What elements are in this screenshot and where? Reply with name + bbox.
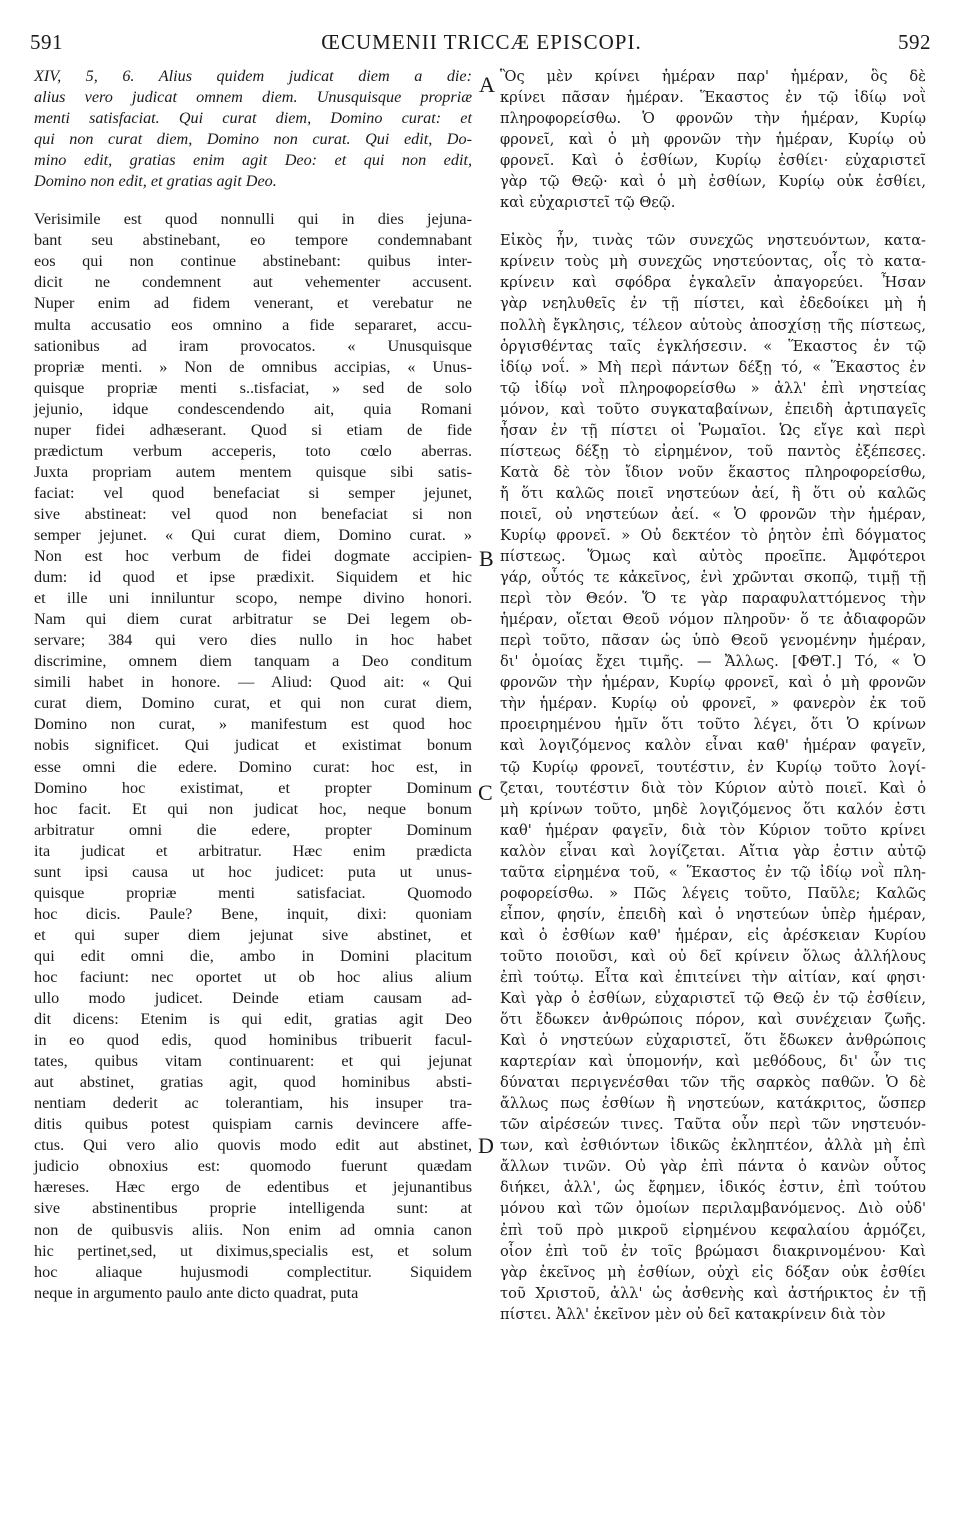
text-line: φρονεῖ, καὶ ὁ μὴ φρονῶν τὴν ἡμέραν, Κυρίῳ οὐ — [500, 131, 926, 149]
text-line: καλὸν εἶναι καὶ λογίζεται. Αἴτια γὰρ ἐστιν αὐτῷ — [500, 842, 926, 860]
text-line: πίστει. Ἀλλ' ἐκεῖνον μὲν οὐ δεῖ κατακρίνειν διὰ τὸν — [500, 1305, 886, 1323]
text-line: prædictum verbum acceperis, toto cœlo aberras. — [34, 441, 472, 460]
text-line: discrimine, omnem diem tanquam a Deo conditum — [34, 652, 472, 671]
text-line: esse omni die edere. Domino curat: hoc est, in — [34, 757, 472, 776]
text-line: Κατὰ δὲ τὸν ἴδιον νοῦν ἕκαστος πληροφορείσθω, — [500, 463, 926, 481]
text-line: κρίνειν καὶ σφόδρα ἐγκαλεῖν ἀπαγορεύει. Ἦσαν — [500, 274, 926, 292]
text-line: πολλὴ ἔγκλησις, τέλεον αὐτοὺς ἀποσχίσῃ τῆς πίστεως, — [500, 316, 926, 334]
margin-marker-a: A — [479, 72, 495, 97]
text-line: qui edit omni die, ambo in Domini placitum — [34, 946, 472, 965]
text-line: μὴ κρίνων τοῦτο, μηδὲ λογιζόμενος ὅτι καλόν ἐστι — [500, 800, 926, 818]
text-line: et ille uni inniluntur scopo, nempe divino honori. — [34, 589, 472, 608]
text-line: Nuper enim ad fidem venerant, et verebatur ne — [34, 294, 472, 313]
text-line: quisque propriæ menti s..tisfaciat, » sed de solo — [34, 378, 472, 397]
running-title: ŒCUMENII TRICCÆ EPISCOPI. — [321, 30, 642, 54]
text-line: Juxta propriam autem mentem quisque sibi satis- — [34, 462, 472, 481]
text-line: τοῦ Χριστοῦ, ἀλλ' ὡς ἀσθενὴς καὶ ἀστήρικτος ἐν τῇ — [500, 1284, 926, 1302]
text-line: et qui super diem jejunat sive abstinet, et — [34, 925, 472, 944]
text-line: alius vero judicat omnem diem. Unusquisque propriæ — [34, 88, 472, 107]
text-line: hoc facit. Et qui non judicat hoc, neque bonum — [34, 799, 472, 818]
greek-column — [500, 66, 926, 1325]
text-line: γὰρ τῷ Θεῷ· καὶ ὁ μὴ ἐσθίων, Κυρίῳ οὐκ ἐσθίει, — [500, 173, 926, 191]
paragraph-gap — [500, 213, 926, 230]
text-line: faciat: vel quod benefaciat si semper jejunet, — [34, 483, 472, 502]
right-page-number: 592 — [898, 30, 931, 54]
text-line: καὶ ὁ ἐσθίων καθ' ἡμέραν, εἰς ἀρέσκειαν Κυρίου — [500, 926, 926, 944]
text-line: δι' ὁμοίας ἔχει τιμῆς. — Ἄλλως. [ΦΘΤ.] Τό, « Ὁ — [500, 653, 926, 671]
text-line: καθ' ἡμέραν φαγεῖν, διὰ τὸν Κύριον τοῦτο κρίνει — [500, 821, 926, 839]
text-line: dum: id quod et ipse prædixit. Siquidem et hic — [34, 568, 472, 587]
text-line: ταῦτα εἰρημένα τοῦ, « Ἕκαστος ἐν τῷ ἰδίῳ νοῒ πλη- — [500, 863, 926, 881]
text-line: κρίνει πᾶσαν ἡμέραν. Ἕκαστος ἐν τῷ ἰδίῳ νοῒ — [500, 89, 926, 107]
text-line: sive abstineat: vel quod non benefaciat si non — [34, 504, 472, 523]
text-line: των, καὶ ἐσθιόντων ἰδικῶς ἐκληπτέον, ἀλλὰ μὴ ἐπὶ — [500, 1137, 926, 1155]
text-line: ὅτι ἔδωκεν ἀνθρώποις πόρον, καὶ συνέχειαν ζωῆς. — [500, 1011, 926, 1029]
text-line: hic pertinet,sed, ut diximus,specialis est, et solum — [34, 1241, 472, 1260]
text-line: neque in argumento paulo ante dicto quadrat, puta — [34, 1283, 359, 1302]
text-line: Domino hoc existimat, et propter Dominum — [34, 778, 472, 797]
text-line: τῷ ἰδίῳ νοῒ πληροφορείσθω » ἀλλ' ἐπὶ νηστείας — [500, 379, 926, 397]
text-line: δύναται περιγενέσθαι τῶν τῆς σαρκὸς παθῶν. Ὁ δὲ — [500, 1074, 926, 1092]
text-line: ἐπὶ τοῦ πρὸ μικροῦ εἰρημένου κεφαλαίου ἁρμόζει, — [500, 1221, 926, 1239]
text-line: ditis quibus potest quispiam carnis devincere affe- — [34, 1115, 472, 1134]
text-line: menti satisfaciat. Qui curat diem, Domino curat: et — [34, 109, 472, 128]
text-line: arbitratur omni die edere, propter Dominum — [34, 820, 472, 839]
left-page-number: 591 — [30, 30, 63, 54]
text-line: sunt ipsi causa ut hoc judicet: puta ut unus- — [34, 862, 472, 881]
text-line: hoc faciunt: nec oportet ut ob hoc alius alium — [34, 967, 472, 986]
text-line: γὰρ νεηλυθεῖς ἐν τῇ πίστει, καὶ ἐδεδοίκει μὴ ἡ — [500, 295, 926, 313]
text-line: ἡμέραν, οἴεται Θεοῦ νόμον πληροῦν· ὅ τε ἀδιαφορῶν — [500, 611, 926, 629]
text-line: Κυρίῳ φρονεῖ. » Οὐ δεκτέον τὸ ῥητὸν ἐπὶ δόγματος — [500, 526, 926, 544]
text-line: in eo quod edis, quod hominibus tribuerit facul- — [34, 1031, 472, 1050]
text-line: οἷον ἐπὶ τοῦ ἐν τοῖς βρώμασι διακρινομένου· Καὶ — [500, 1242, 926, 1260]
text-line: φρονῶν τὴν ἡμέραν, Κυρίῳ φρονεῖ, καὶ ὁ μὴ φρονῶν — [500, 674, 926, 692]
latin-column — [34, 66, 472, 1304]
text-line: πληροφορείσθω. Ὁ φρονῶν τὴν ἡμέραν, Κυρίῳ — [500, 110, 926, 128]
text-line: διήκει, ἀλλ', ὡς ἔφημεν, ἰδικός ἐστιν, ἐπὶ τούτου — [500, 1179, 926, 1197]
text-line: τῶν αἱρέσεών τινες. Ταῦτα οὖν περὶ τῶν νηστευόν- — [500, 1116, 926, 1134]
text-line: nentiam dederit ac tolerantiam, his insuper tra- — [34, 1094, 472, 1113]
text-line: tates, quibus vitam continuarent: et qui jejunat — [34, 1052, 472, 1071]
text-line: nobis significet. Qui judicat et existimat bonum — [34, 736, 472, 755]
text-line: τὴν ἡμέραν. Κυρίῳ οὐ φρονεῖ, » φανερὸν ἐκ τοῦ — [500, 695, 926, 713]
text-line: ἦσαν ἐν τῇ πίστει οἱ Ῥωμαῖοι. Ὡς εἴγε καὶ περὶ — [500, 421, 926, 439]
text-line: προειρημένου ἡμῖν ὅτι τοῦτο λέγει, ὅτι Ὁ κρίνων — [500, 716, 926, 734]
text-line: Domino non edit, et gratias agit Deo. — [34, 172, 277, 191]
margin-marker-d: D — [478, 1133, 494, 1158]
text-line: ἤ ὅτι καλῶς ποιεῖ νηστεύων ἀεί, ἢ ὅτι οὐ καλῶς — [500, 484, 926, 502]
text-line: dit dicens: Etenim is qui edit, gratias agit Deo — [34, 1010, 472, 1029]
text-line: curat diem, Domino curat, et qui non curat diem, — [34, 694, 472, 713]
text-line: ροφορείσθω. » Πῶς λέγεις τοῦτο, Παῦλε; Καλῶς — [500, 884, 926, 902]
text-line: quisque propriæ menti satisfaciat. Quomodo — [34, 883, 472, 902]
text-line: simili habet in honore. — Aliud: Quod ait: « Qui — [34, 673, 472, 692]
text-line: εἶπον, φησίν, ἐπειδὴ καὶ ὁ νηστεύων ὑπὲρ ἡμέραν, — [500, 905, 926, 923]
text-line: bant seu abstinebant, eo tempore condemnabant — [34, 231, 472, 250]
text-line: Domino non curat, » manifestum est quod hoc — [34, 715, 472, 734]
text-line: Καὶ ὁ νηστεύων εὐχαριστεῖ, ὅτι ἔδωκεν ἀνθρώποις — [500, 1032, 926, 1050]
text-line: mino edit, gratias enim agit Deo: et qui non edit, — [34, 151, 472, 170]
text-line: Verisimile est quod nonnulli qui in dies jejuna- — [34, 210, 472, 229]
text-line: ἄλλως πως ἐσθίων ἢ νηστεύων, κατάκριτος, ὥσπερ — [500, 1095, 926, 1113]
text-line: eos qui non continue abstinebant: quibus inter- — [34, 252, 472, 271]
text-line: ποιεῖ, οὐ νηστεύων ἀεί. « Ὁ φρονῶν τὴν ἡμέραν, — [500, 505, 926, 523]
text-line: φρονεῖ. Καὶ ὁ ἐσθίων, Κυρίῳ ἐσθίει· εὐχαριστεῖ — [500, 152, 926, 170]
text-line: ὀργισθέντας ταῖς ἐγκλήσεσιν. « Ἕκαστος ἐν τῷ — [500, 337, 926, 355]
text-line: jejunio, idque condescendendo ait, quia Romani — [34, 399, 472, 418]
text-line: ullo modo judicet. Deinde etiam causam ad- — [34, 989, 472, 1008]
text-line: servare; 384 qui vero dies nullo in hoc habet — [34, 631, 472, 650]
text-line: Ὃς μὲν κρίνει ἡμέραν παρ' ἡμέραν, ὃς δὲ — [500, 68, 926, 85]
text-line: sive abstinentibus proprie intelligenda sunt: at — [34, 1199, 472, 1218]
text-line: μόνου καὶ τῶν ὁμοίων περιλαμβανόμενος. Διὸ οὐδ' — [500, 1200, 926, 1218]
text-line: propriæ menti. » Non de omnibus accipias, « Unus- — [34, 357, 472, 376]
text-line: qui non curat diem, Domino non curat. Qui edit, Do- — [34, 130, 472, 149]
text-line: κρίνειν τοὺς μὴ συνεχῶς νηστεύοντας, οἷς τὸ κατα- — [500, 253, 926, 271]
text-line: γὰρ ἐκεῖνος μὴ ἐσθίων, οὐχὶ εἰς δόξαν οὐκ ἐσθίει — [500, 1263, 926, 1281]
text-line: non de quibusvis aliis. Non enim ad omnia canon — [34, 1220, 472, 1239]
text-line: dicit ne condemnent aut vehementer accusent. — [34, 273, 472, 292]
text-line: ἰδίῳ νοΐ. » Μὴ περὶ πάντων δέξῃ τό, « Ἕκαστος ἐν — [500, 358, 926, 376]
text-line: καὶ εὐχαριστεῖ τῷ Θεῷ. — [500, 194, 676, 212]
text-line: περὶ τὸν Θεόν. Ὅ τε γὰρ παραφυλαττόμενος τὴν — [500, 590, 926, 608]
text-line: Εἰκὸς ἦν, τινὰς τῶν συνεχῶς νηστευόντων, κατα- — [500, 232, 926, 250]
text-line: sationibus ad iram provocatos. « Unusquisque — [34, 336, 472, 355]
text-line: Καὶ γὰρ ὁ ἐσθίων, εὐχαριστεῖ τῷ Θεῷ ἐν τῷ ἐσθίειν, — [500, 990, 926, 1008]
text-line: ita judicat et arbitratur. Hæc enim prædicta — [34, 841, 472, 860]
text-line: ζεται, τουτέστιν διὰ τὸν Κύριον αὐτὸ ποιεῖ. Καὶ ὁ — [500, 779, 926, 797]
text-line: μόνον, καὶ τοῦτο συγκαταβαίνων, ἐπειδὴ ἀρτιπαγεῖς — [500, 400, 926, 418]
margin-marker-c: C — [478, 780, 493, 805]
text-line: πίστεως δέξῃ τὸ εἰρημένον, τοῦ παντὸς ἐξέπεσες. — [500, 442, 926, 460]
text-line: περὶ τοῦτο, πᾶσαν ὡς ὑπὸ Θεοῦ γενομένην ἡμέραν, — [500, 632, 926, 650]
text-line: ctus. Qui vero alio quovis modo edit aut abstinet, — [34, 1136, 472, 1155]
paragraph-gap — [34, 192, 472, 209]
text-line: Nam qui diem curat arbitratur se Dei legem ob- — [34, 610, 472, 629]
text-line: τῷ Κυρίῳ φρονεῖ, τουτέστιν, ἐν Κυρίῳ τοῦτο λογί- — [500, 758, 926, 776]
text-line: καὶ λογιζόμενος καλὸν εἶναι καθ' ἡμέραν φαγεῖν, — [500, 737, 926, 755]
text-line: XIV, 5, 6. Alius quidem judicat diem a die: — [34, 67, 472, 85]
text-line: multa accusatio eos omnino a fide separaret, accu- — [34, 315, 472, 334]
text-line: hoc dicis. Paule? Bene, inquit, dixi: quoniam — [34, 904, 472, 923]
text-line: τοῦτο ποιοῦσι, καὶ οὐ δεῖ κρίνειν ὅλως ἀλλήλους — [500, 947, 926, 965]
text-line: ἄλλων τινῶν. Οὐ γὰρ ἐπὶ πάντα ὁ κανὼν οὗτος — [500, 1158, 926, 1176]
text-line: hæreses. Hæc ergo de edentibus et jejunantibus — [34, 1178, 472, 1197]
text-line: γάρ, οὗτός τε κἀκεῖνος, ἑνὶ χρῶνται σκοπῷ, τιμῇ τῇ — [500, 569, 926, 587]
text-line: Non est hoc verbum de fidei dogmate accipien- — [34, 547, 472, 566]
text-line: nuper fidei adhæserant. Quod si etiam de fide — [34, 420, 472, 439]
text-line: καρτερίαν καὶ ὑπομονήν, καὶ μεθόδους, δι' ὧν τις — [500, 1053, 926, 1071]
text-line: aut abstinet, gratias agit, quod hominibus absti- — [34, 1073, 472, 1092]
text-line: ἐπὶ τούτῳ. Εἶτα καὶ ἐπιτείνει τὴν αἰτίαν, καί φησι· — [500, 968, 926, 986]
margin-marker-b: B — [479, 546, 494, 571]
text-line: πίστεως. Ὅμως καὶ αὐτὸς προεῖπε. Ἀμφότεροι — [500, 548, 926, 566]
text-line: hoc aliaque hujusmodi complectitur. Siquidem — [34, 1262, 472, 1281]
text-line: judicio obnoxius est: quomodo fuerunt quædam — [34, 1157, 472, 1176]
text-line: semper jejunet. « Qui curat diem, Domino curat. » — [34, 525, 472, 544]
